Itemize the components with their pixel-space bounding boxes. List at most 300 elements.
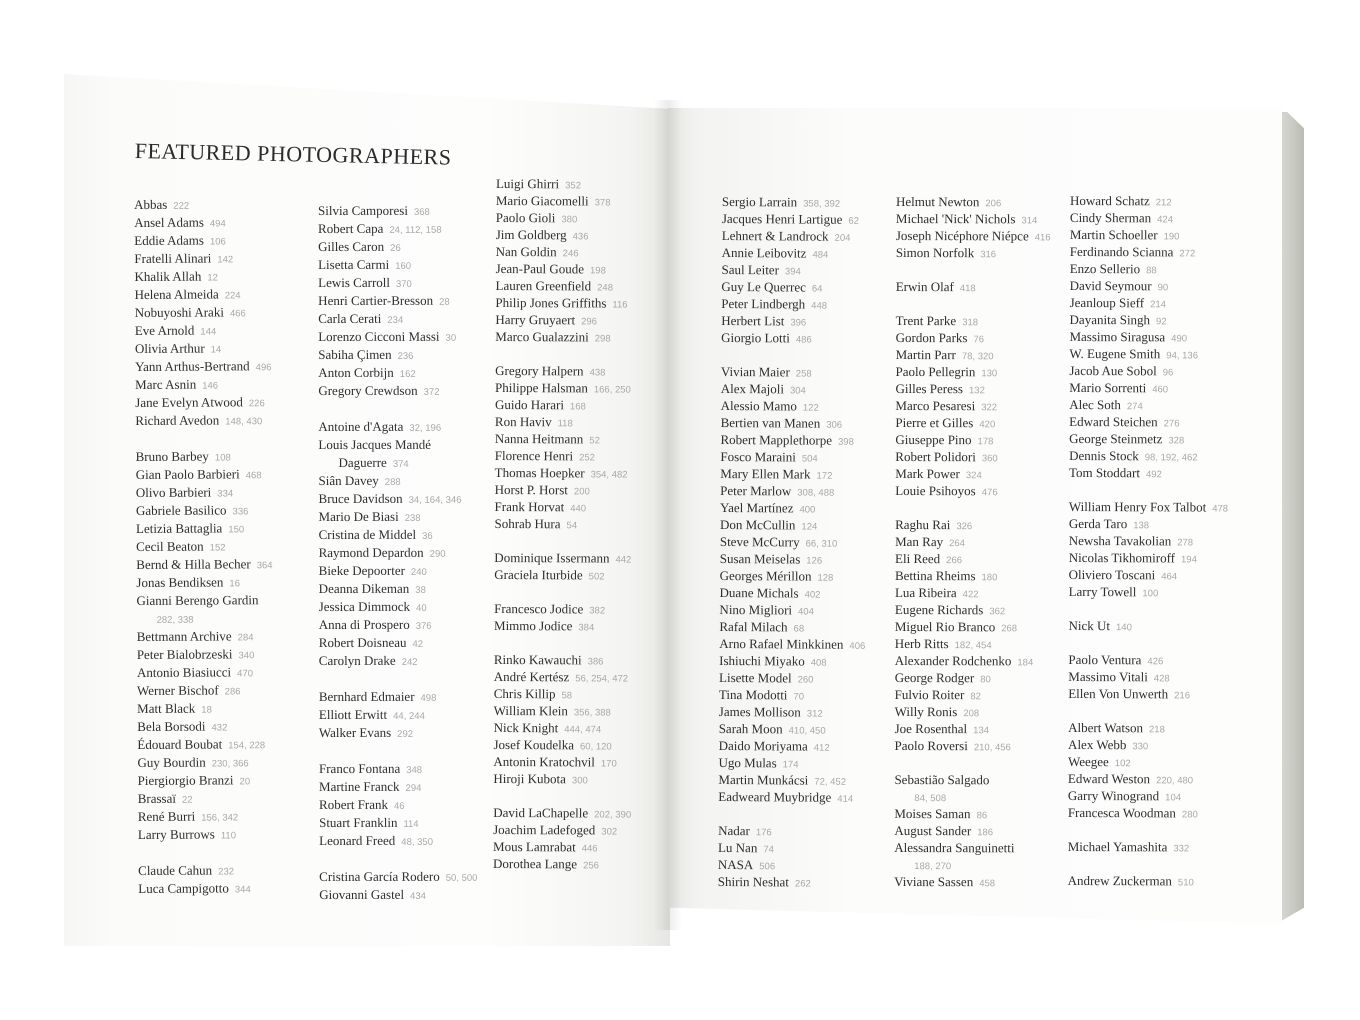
page-numbers: 334 bbox=[217, 488, 234, 500]
page-numbers: 170 bbox=[600, 758, 617, 770]
index-entry bbox=[136, 591, 258, 609]
photographer-name: Hiroji Kubota bbox=[493, 770, 566, 787]
index-entry bbox=[494, 566, 604, 585]
photographer-name: Michael Yamashita bbox=[1067, 838, 1168, 855]
page-numbers: 60, 120 bbox=[579, 741, 612, 753]
photographer-name: Cindy Sherman bbox=[1069, 209, 1152, 226]
index-entry bbox=[134, 267, 217, 287]
page-numbers: 246 bbox=[562, 248, 579, 260]
page-numbers: 28 bbox=[439, 296, 450, 308]
page-numbers: 218 bbox=[1149, 724, 1165, 736]
index-entry bbox=[136, 537, 225, 557]
page-numbers: 210, 456 bbox=[973, 742, 1011, 754]
photographer-name: Eli Reed bbox=[895, 550, 941, 567]
photographer-name: Newsha Tavakolian bbox=[1068, 532, 1172, 549]
page-numbers: 426 bbox=[1147, 656, 1164, 668]
index-entry bbox=[137, 681, 241, 701]
photographer-name: Martin Schoeller bbox=[1069, 226, 1158, 243]
photographer-name: Susan Meiselas bbox=[719, 550, 801, 567]
page-numbers: 466 bbox=[229, 308, 246, 320]
photographer-name: Rinko Kawauchi bbox=[493, 651, 582, 668]
page-numbers: 54 bbox=[566, 520, 578, 532]
photographer-name: Joseph Nicéphore Niépce bbox=[895, 227, 1029, 244]
photographer-name: NASA bbox=[717, 856, 754, 873]
photographer-name: William Klein bbox=[493, 702, 568, 719]
photographer-name: William Henry Fox Talbot bbox=[1068, 498, 1207, 515]
photographer-name: August Sander bbox=[894, 822, 972, 839]
page-numbers: 24, 112, 158 bbox=[389, 224, 442, 236]
page-numbers: 432 bbox=[211, 722, 228, 734]
photographer-name: Nan Goldin bbox=[495, 243, 557, 260]
photographer-name: Stuart Franklin bbox=[319, 814, 398, 830]
page-numbers: 470 bbox=[237, 668, 254, 680]
photographer-name: Fosco Maraini bbox=[720, 448, 796, 465]
photographer-name: Giorgio Lotti bbox=[721, 329, 790, 346]
page-numbers: 318 bbox=[962, 317, 979, 329]
page-numbers: 306 bbox=[826, 419, 843, 431]
photographer-name: George Steinmetz bbox=[1069, 430, 1163, 447]
page-numbers: 312 bbox=[806, 708, 823, 720]
photographer-name: Robert Capa bbox=[318, 220, 384, 236]
photographer-name: Marc Asnin bbox=[135, 376, 197, 392]
photographer-name: Olivo Barbieri bbox=[135, 484, 212, 500]
page-numbers: 138 bbox=[1133, 520, 1150, 532]
photographer-name: Erwin Olaf bbox=[895, 278, 954, 295]
page-numbers: 98, 192, 462 bbox=[1144, 452, 1198, 464]
page-numbers: 126 bbox=[806, 555, 823, 567]
photographer-name: Ansel Adams bbox=[134, 214, 204, 230]
page-numbers: 362 bbox=[989, 606, 1006, 618]
index-entry bbox=[135, 357, 272, 377]
page-numbers: 354, 482 bbox=[590, 469, 628, 481]
page-numbers: 248 bbox=[597, 282, 614, 294]
page-numbers: 374 bbox=[392, 458, 409, 470]
index-entry bbox=[319, 544, 446, 563]
index-entry bbox=[319, 688, 437, 707]
page-numbers: 156, 342 bbox=[201, 812, 239, 824]
page-numbers: 352 bbox=[565, 180, 582, 192]
photographer-name: Cristina de Middel bbox=[318, 526, 417, 542]
page-numbers: 198 bbox=[590, 265, 606, 277]
page-numbers: 214 bbox=[1150, 299, 1166, 311]
page-numbers: 16 bbox=[229, 578, 241, 590]
page-numbers: 212 bbox=[1155, 197, 1172, 209]
photographer-name: Robert Frank bbox=[319, 796, 389, 812]
index-entry bbox=[1069, 583, 1159, 602]
photographer-name: Steve McCurry bbox=[719, 533, 800, 550]
index-entry bbox=[318, 418, 441, 437]
photographer-name: Daguerre bbox=[338, 454, 387, 470]
photographer-name: Leonard Freed bbox=[319, 832, 396, 848]
photographer-name: Moises Saman bbox=[894, 805, 971, 822]
page-numbers: 360 bbox=[981, 453, 998, 465]
photographer-name: Silvia Camporesi bbox=[318, 202, 408, 218]
page-numbers: 90 bbox=[1157, 282, 1169, 294]
photographer-name: Werner Bischof bbox=[136, 682, 219, 698]
page-numbers: 12 bbox=[207, 272, 218, 284]
photographer-name: Jeanloup Sieff bbox=[1069, 294, 1145, 311]
index-entry bbox=[319, 724, 413, 743]
page-numbers: 322 bbox=[981, 402, 998, 414]
page-numbers: 484 bbox=[812, 249, 829, 261]
page-numbers: 148, 430 bbox=[225, 416, 263, 428]
photographer-name: Paolo Roversi bbox=[894, 737, 968, 754]
page-numbers: 176 bbox=[755, 827, 772, 839]
page-numbers: 130 bbox=[981, 368, 998, 380]
photographer-name: Abbas bbox=[134, 196, 168, 212]
photographer-name: Vivian Maier bbox=[720, 363, 790, 380]
index-entry bbox=[136, 555, 272, 575]
page-numbers: 172 bbox=[816, 470, 833, 482]
photographer-name: Tom Stoddart bbox=[1068, 464, 1140, 481]
index-entry bbox=[319, 796, 405, 815]
index-entry bbox=[895, 737, 1011, 756]
page-numbers: 328 bbox=[1168, 435, 1185, 447]
index-entry bbox=[1068, 685, 1190, 704]
page-numbers: 280 bbox=[1181, 809, 1198, 821]
page-numbers: 14 bbox=[210, 344, 222, 356]
index-entry bbox=[494, 617, 594, 636]
photographer-name: Olivia Arthur bbox=[134, 340, 205, 356]
index-entry bbox=[718, 873, 811, 893]
photographer-name: Gianni Berengo Gardin bbox=[136, 592, 259, 608]
page-numbers: 200 bbox=[573, 486, 590, 498]
page-numbers: 422 bbox=[962, 589, 979, 601]
photographer-name: Sarah Moon bbox=[718, 720, 783, 737]
photographer-name: Sebastião Salgado bbox=[894, 771, 990, 788]
photographer-name: Ugo Mulas bbox=[718, 754, 777, 771]
index-entry bbox=[319, 814, 419, 833]
page-numbers: 402 bbox=[804, 589, 821, 601]
page-numbers: 344 bbox=[234, 884, 251, 896]
page-numbers: 30 bbox=[445, 332, 457, 344]
photographer-name: Fratelli Alinari bbox=[134, 250, 212, 266]
page-numbers: 230, 366 bbox=[211, 758, 249, 770]
page-numbers: 332 bbox=[1173, 843, 1190, 855]
page-numbers: 396 bbox=[790, 317, 807, 329]
photographer-name: Gilles Caron bbox=[318, 238, 385, 254]
page-numbers: 182, 454 bbox=[954, 640, 992, 652]
photographer-name: Alex Webb bbox=[1068, 736, 1127, 753]
page-numbers: 404 bbox=[798, 606, 814, 618]
photographer-name: Eugene Richards bbox=[894, 601, 984, 618]
photographer-name: Florence Henri bbox=[494, 447, 574, 464]
page-numbers: 442 bbox=[615, 554, 632, 566]
page-numbers: 160 bbox=[395, 260, 412, 272]
index-entry bbox=[318, 364, 415, 383]
page-numbers: 238 bbox=[404, 512, 421, 524]
index-entry bbox=[319, 652, 418, 671]
page-numbers: 66, 310 bbox=[805, 538, 838, 550]
index-entry bbox=[318, 382, 439, 401]
photographer-name: Raghu Rai bbox=[895, 516, 951, 533]
photographer-name: Nick Ut bbox=[1068, 617, 1111, 634]
index-entry bbox=[137, 663, 253, 683]
photographer-name: Alex Majoli bbox=[720, 380, 785, 397]
photographer-name: Michael 'Nick' Nichols bbox=[895, 210, 1016, 227]
page-numbers: 398 bbox=[838, 436, 854, 448]
page-numbers: 58 bbox=[561, 690, 573, 702]
photographer-name: Anton Corbijn bbox=[318, 364, 394, 380]
page-numbers: 44, 244 bbox=[393, 710, 425, 722]
index-entry bbox=[135, 303, 246, 323]
index-entry bbox=[338, 454, 408, 473]
photographer-name: Sergio Larrain bbox=[721, 193, 798, 210]
photographer-name: Giovanni Gastel bbox=[319, 886, 405, 902]
page-numbers: 382 bbox=[589, 605, 606, 617]
photographer-name: Lu Nan bbox=[717, 839, 758, 856]
page-numbers: 324 bbox=[965, 470, 982, 482]
index-entry bbox=[138, 879, 251, 899]
index-entry bbox=[319, 490, 462, 509]
page-numbers: 220, 480 bbox=[1156, 775, 1194, 787]
photographer-name: Mark Power bbox=[895, 465, 960, 482]
page-numbers: 326 bbox=[956, 521, 973, 533]
photographer-name: Paolo Ventura bbox=[1068, 651, 1142, 668]
photographer-name: Nanna Heitmann bbox=[494, 430, 584, 447]
photographer-name: Jim Goldberg bbox=[495, 226, 567, 243]
photographer-name: Richard Avedon bbox=[135, 412, 220, 428]
photographer-name: Alec Soth bbox=[1069, 396, 1121, 413]
photographer-name: Sohrab Hura bbox=[494, 515, 561, 532]
photographer-name: Luca Campigotto bbox=[138, 880, 229, 896]
photographer-name: Ellen Von Unwerth bbox=[1068, 685, 1169, 702]
photographer-name: Jane Evelyn Atwood bbox=[135, 394, 243, 410]
index-entry bbox=[138, 790, 193, 809]
photographer-name: Jacques Henri Lartigue bbox=[721, 210, 843, 227]
page-numbers: 178 bbox=[977, 436, 994, 448]
photographer-name: Dominique Issermann bbox=[494, 549, 610, 566]
photographer-name: Graciela Iturbide bbox=[494, 566, 583, 583]
index-entry bbox=[318, 310, 403, 329]
index-entry bbox=[318, 256, 411, 275]
page-numbers: 490 bbox=[1171, 333, 1188, 345]
page-numbers: 458 bbox=[979, 878, 996, 890]
index-entry bbox=[319, 508, 421, 527]
page-numbers: 106 bbox=[209, 236, 226, 248]
page-numbers: 180 bbox=[981, 572, 998, 584]
index-entry bbox=[136, 573, 240, 593]
index-entry bbox=[136, 447, 231, 467]
photographer-name: Nick Knight bbox=[493, 719, 559, 736]
photographer-name: Garry Winogrand bbox=[1067, 787, 1160, 804]
page-numbers: 62 bbox=[848, 215, 860, 227]
page-numbers: 144 bbox=[200, 326, 217, 338]
page-numbers: 406 bbox=[849, 640, 866, 652]
photographer-name: Ishiuchi Miyako bbox=[719, 652, 805, 669]
page-numbers: 378 bbox=[594, 197, 611, 209]
photographer-name: Francesco Jodice bbox=[494, 600, 584, 617]
page-numbers: 186 bbox=[977, 827, 994, 839]
photographer-name: Trent Parke bbox=[895, 312, 957, 329]
photographer-name: Joe Rosenthal bbox=[894, 720, 968, 737]
index-entry bbox=[493, 855, 599, 874]
index-entry bbox=[319, 760, 422, 779]
page-numbers: 242 bbox=[401, 656, 418, 668]
index-entry bbox=[318, 274, 412, 293]
page-numbers: 420 bbox=[979, 419, 996, 431]
page-numbers: 124 bbox=[801, 521, 818, 533]
index-entry bbox=[318, 346, 413, 365]
photographer-name: Rafal Milach bbox=[719, 618, 788, 635]
page-numbers: 498 bbox=[420, 692, 437, 704]
page-numbers: 290 bbox=[429, 548, 446, 560]
photographer-name: Nino Migliori bbox=[719, 601, 793, 618]
page-numbers: 146 bbox=[202, 380, 219, 392]
photographer-name: Duane Michals bbox=[719, 584, 799, 601]
page-numbers: 72, 452 bbox=[814, 776, 847, 788]
photographer-name: Pierre et Gilles bbox=[895, 414, 974, 431]
photographer-name: George Rodger bbox=[894, 669, 975, 686]
page-numbers: 302 bbox=[601, 826, 618, 838]
photographer-name: Shirin Neshat bbox=[717, 873, 789, 890]
index-entry bbox=[319, 634, 423, 653]
photographer-name: Eddie Adams bbox=[134, 232, 205, 248]
page-numbers: 70 bbox=[793, 691, 805, 703]
photographer-name: Antoine d'Agata bbox=[318, 418, 404, 434]
page-numbers: 264 bbox=[949, 538, 965, 550]
index-entry bbox=[137, 645, 255, 665]
page-numbers: 410, 450 bbox=[788, 725, 826, 737]
page-numbers: 68 bbox=[793, 623, 805, 635]
page-numbers: 340 bbox=[238, 650, 255, 662]
photographer-name: Massimo Vitali bbox=[1068, 668, 1148, 685]
photographer-name: Mary Ellen Mark bbox=[720, 465, 811, 482]
photographer-name: Bruce Davidson bbox=[318, 490, 403, 506]
photographer-name: Jonas Bendiksen bbox=[136, 574, 224, 590]
page-numbers: 184 bbox=[1017, 657, 1034, 669]
photographer-name: Thomas Hoepker bbox=[494, 464, 585, 481]
index-entry bbox=[134, 249, 233, 269]
index-entry bbox=[1068, 872, 1194, 891]
photographer-name: Elliott Erwitt bbox=[318, 706, 388, 722]
photographer-name: Édouard Boubat bbox=[137, 736, 223, 752]
index-entry bbox=[135, 339, 221, 359]
index-entry bbox=[135, 411, 262, 431]
index-entry bbox=[319, 598, 427, 617]
photographer-name: Nadar bbox=[718, 822, 750, 839]
page-numbers: 372 bbox=[423, 386, 440, 398]
photographer-name: Claude Cahun bbox=[138, 862, 213, 878]
photographer-name: Andrew Zuckerman bbox=[1067, 872, 1172, 889]
photographer-name: Simon Norfolk bbox=[895, 244, 975, 261]
page-numbers: 32, 196 bbox=[409, 422, 442, 434]
page-numbers: 88 bbox=[1146, 265, 1157, 277]
page-numbers: 464 bbox=[1161, 571, 1178, 583]
photographer-name: Frank Horvat bbox=[494, 498, 565, 515]
photographer-name: Massimo Siragusa bbox=[1069, 328, 1166, 345]
page-numbers: 166, 250 bbox=[593, 384, 631, 396]
photographer-name: Giuseppe Pino bbox=[895, 431, 972, 448]
page-numbers: 364 bbox=[256, 560, 273, 572]
index-entry bbox=[136, 465, 262, 485]
index-entry bbox=[137, 627, 254, 647]
page-numbers: 296 bbox=[581, 316, 598, 328]
photographer-name: Alexander Rodchenko bbox=[894, 652, 1012, 669]
photographer-name: Paolo Pellegrin bbox=[895, 363, 976, 380]
photographer-name: Joachim Ladefoged bbox=[493, 821, 596, 838]
page-numbers: 358, 392 bbox=[803, 198, 841, 210]
index-entry bbox=[134, 196, 189, 215]
page-numbers: 492 bbox=[1145, 469, 1162, 481]
photographer-name: Lua Ribeira bbox=[894, 584, 957, 601]
photographer-name: Edward Steichen bbox=[1069, 413, 1158, 430]
page-numbers: 418 bbox=[959, 283, 976, 295]
page-numbers: 42 bbox=[412, 638, 424, 650]
page-title: FEATURED PHOTOGRAPHERS bbox=[134, 138, 452, 170]
photographer-name: Viviane Sassen bbox=[894, 873, 974, 890]
page-numbers: 460 bbox=[1152, 384, 1169, 396]
page-numbers: 34, 164, 346 bbox=[408, 494, 462, 506]
page-numbers: 162 bbox=[399, 368, 416, 380]
photographer-name: Georges Mérillon bbox=[719, 567, 812, 584]
page-numbers: 50, 500 bbox=[445, 872, 478, 884]
page-numbers: 416 bbox=[1034, 232, 1051, 244]
page-numbers: 440 bbox=[570, 503, 587, 515]
page-numbers: 502 bbox=[588, 571, 605, 583]
photographer-name: Gregory Crewdson bbox=[318, 382, 418, 398]
page-numbers: 408 bbox=[810, 657, 827, 669]
page-numbers: 142 bbox=[217, 254, 234, 266]
photographer-name: Don McCullin bbox=[719, 516, 796, 533]
index-entry bbox=[1069, 464, 1162, 483]
page-numbers: 256 bbox=[583, 860, 599, 872]
page-numbers: 356, 388 bbox=[573, 707, 611, 719]
index-entry bbox=[894, 771, 989, 788]
photographer-name: Gordon Parks bbox=[895, 329, 968, 346]
page-numbers: 370 bbox=[395, 278, 412, 290]
index-entry bbox=[494, 515, 577, 534]
photographer-name: Yann Arthus-Bertrand bbox=[134, 358, 250, 374]
page-numbers: 38 bbox=[415, 584, 426, 596]
page-numbers: 284 bbox=[237, 632, 254, 644]
photographer-name: Antonio Biasiucci bbox=[136, 664, 232, 680]
page-numbers: 486 bbox=[795, 334, 812, 346]
page-numbers: 494 bbox=[209, 218, 226, 230]
index-entry bbox=[318, 202, 430, 221]
page-numbers: 134 bbox=[973, 725, 990, 737]
photographer-name: Mario Sorrenti bbox=[1069, 379, 1147, 396]
page-numbers: 260 bbox=[797, 674, 814, 686]
page-numbers: 108 bbox=[214, 452, 231, 464]
page-numbers: 150 bbox=[228, 524, 245, 536]
page-numbers: 478 bbox=[1212, 503, 1229, 515]
photographer-name: Siân Davey bbox=[318, 472, 379, 488]
page-numbers: 168 bbox=[569, 401, 586, 413]
photographer-name: Annie Leibovitz bbox=[721, 244, 807, 261]
photographer-name: Guy Le Querrec bbox=[721, 278, 806, 295]
photographer-name: Robert Polidori bbox=[895, 448, 976, 465]
page-numbers: 268 bbox=[1001, 623, 1018, 635]
photographer-name: Piergiorgio Branzi bbox=[137, 772, 234, 788]
index-entry bbox=[318, 472, 400, 491]
photographer-name: Martin Munkácsi bbox=[718, 771, 809, 788]
photographer-name: Howard Schatz bbox=[1069, 193, 1150, 209]
photographer-name: Albert Watson bbox=[1068, 719, 1144, 736]
photographer-name: Dorothea Lange bbox=[492, 855, 578, 872]
index-entry bbox=[495, 328, 610, 348]
photographer-name: Nobuyoshi Araki bbox=[134, 304, 224, 320]
photographer-name: Jean-Paul Goude bbox=[495, 260, 585, 277]
index-entry bbox=[135, 285, 241, 305]
index-entry bbox=[1068, 804, 1198, 823]
photographer-name: Lauren Greenfield bbox=[495, 277, 592, 294]
page-numbers: 118 bbox=[557, 418, 573, 430]
photographer-name: Marco Gualazzini bbox=[495, 328, 589, 345]
page-numbers: 504 bbox=[801, 453, 818, 465]
page-numbers: 18 bbox=[201, 704, 212, 716]
photographer-name: Luigi Ghirri bbox=[495, 175, 560, 192]
